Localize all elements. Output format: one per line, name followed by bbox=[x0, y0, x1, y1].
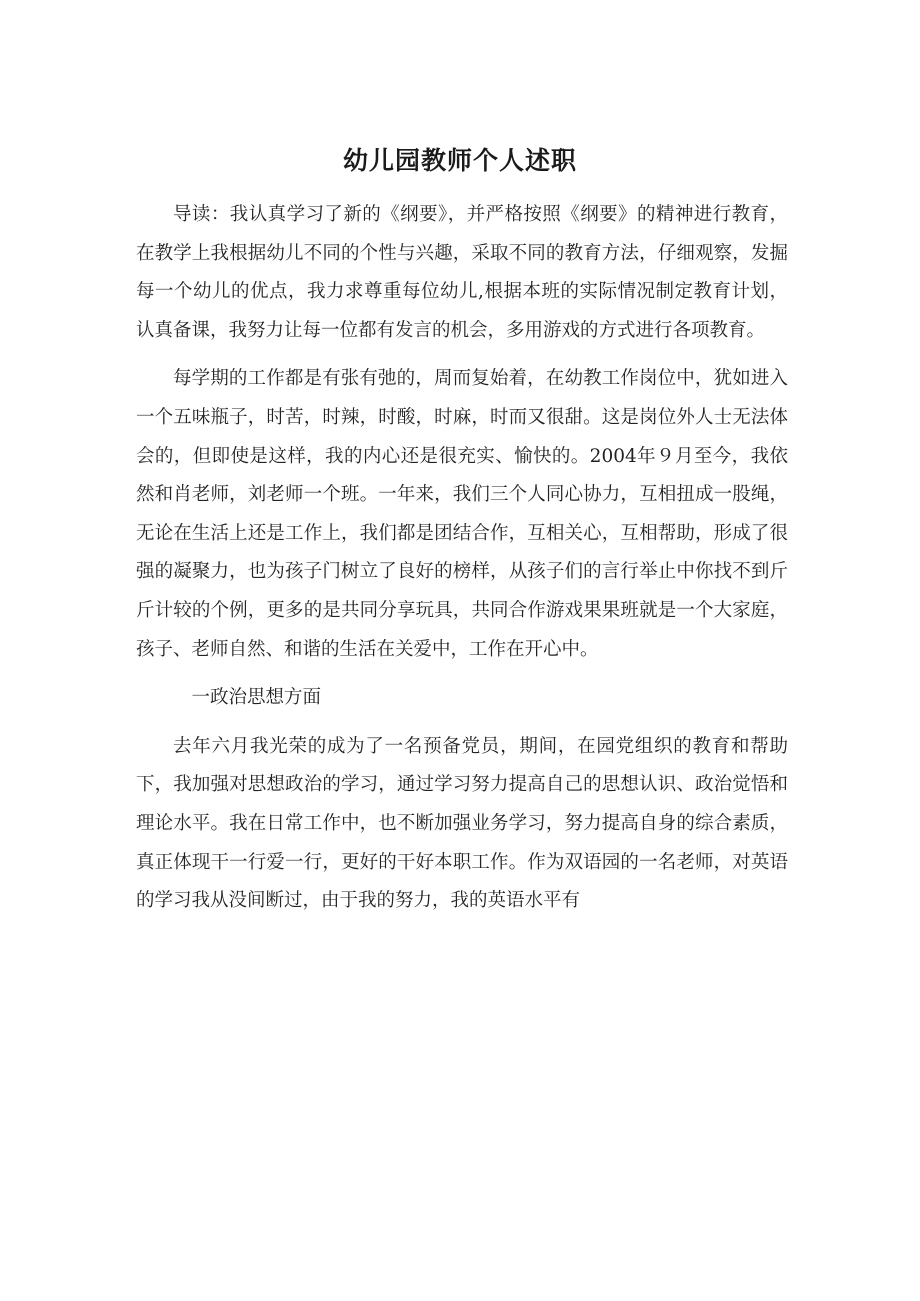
paragraph-political: 去年六月我光荣的成为了一名预备党员，期间，在园党组织的教育和帮助下，我加强对思想政治的学习，通过学习努力提高自己的思想认识、政治觉悟和理论水平。我在日常工作中，也不断加强业务学习，努力提高自身的综合素质，真正体现干一行爱一行，更好的干好本职工作。作为双语园的一名老师，对英语的学习我从没间断过，由于我的努力，我的英语水平有 bbox=[136, 735, 788, 912]
paragraph-intro: 导读：我认真学习了新的《纲要》，并严格按照《纲要》的精神进行教育，在教学上我根据幼儿不同的个性与兴趣，采取不同的教育方法，仔细观察，发掘每一个幼儿的优点，我力求尊重每位幼儿,根据本班的实际情况制定教育计划，认真备课，我努力让每一位都有发言的机会，多用游戏的方式进行各项教育。 bbox=[136, 204, 788, 341]
section-heading-political: 一政治思想方面 bbox=[191, 687, 322, 709]
document-body bbox=[136, 196, 788, 921]
document-title: 幼儿园教师个人述职 bbox=[342, 146, 577, 175]
paragraph-work-overview: 每学期的工作都是有张有弛的，周而复始着，在幼教工作岗位中，犹如进入一个五味瓶子，时苦，时辣，时酸，时麻，时而又很甜。这是岗位外人士无法体会的，但即使是这样，我的内心还是很充实、愉快的。2004年９月至今，我依然和肖老师，刘老师一个班。一年来，我们三个人同心协力，互相扭成一股绳，无论在生活上还是工作上，我们都是团结合作，互相关心，互相帮助，形成了很强的凝聚力，也为孩子门树立了良好的榜样，从孩子们的言行举止中你找不到斤斤计较的个例，更多的是共同分享玩具，共同合作游戏果果班就是一个大家庭，孩子、老师自然、和谐的生活在关爱中，工作在开心中。 bbox=[136, 368, 788, 660]
